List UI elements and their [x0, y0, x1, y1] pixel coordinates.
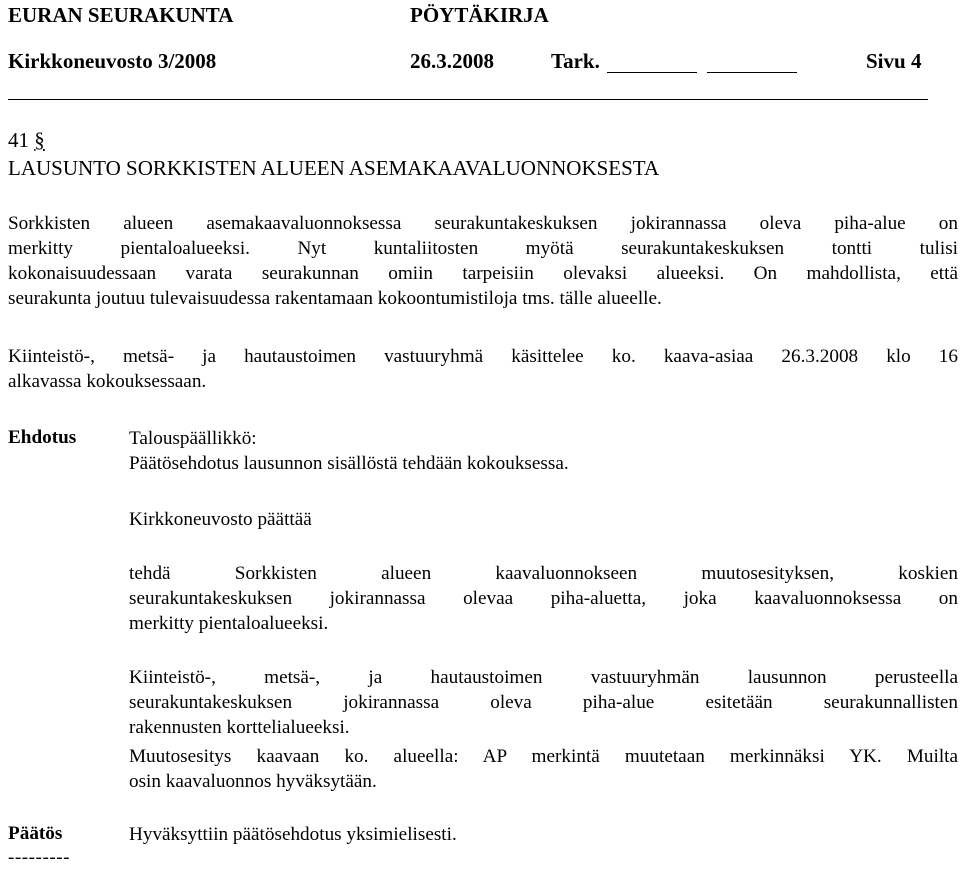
intro-line-2: merkitty pientaloalueeksi. Nyt kuntaliitosten myötä seurakuntakeskuksen tontti tulisi	[8, 238, 958, 259]
proposal-text: Päätösehdotus lausunnon sisällöstä tehdään kokouksessa.	[129, 453, 569, 474]
review-line-1: Kiinteistö-, metsä- ja hautaustoimen vastuuryhmä käsittelee ko. kaava-asiaa 26.3.2008 klo 16	[8, 346, 958, 367]
document-type: PÖYTÄKIRJA	[410, 3, 549, 27]
review-line-2: alkavassa kokouksessaan.	[8, 371, 207, 392]
page-number: Sivu 4	[866, 49, 922, 73]
proposal-p2-line-1: Kiinteistö-, metsä-, ja hautaustoimen vastuuryhmän lausunnon perusteella	[129, 667, 958, 688]
meeting-id: Kirkkoneuvosto 3/2008	[8, 49, 217, 73]
proposal-p3-line-2: osin kaavaluonnos hyväksytään.	[129, 771, 377, 792]
proposal-p2-line-2: seurakuntakeskuksen jokirannassa oleva piha-alue esitetään seurakunnallisten	[129, 692, 958, 713]
section-title: LAUSUNTO SORKKISTEN ALUEEN ASEMAKAAVALUONNOKSESTA	[8, 156, 660, 180]
check-line-2	[707, 72, 797, 73]
header-divider	[8, 99, 928, 100]
decision-label: Päätös	[8, 823, 63, 844]
proposal-p1-line-3: merkitty pientaloalueeksi.	[129, 613, 329, 634]
proposal-p1-line-1: tehdä Sorkkisten alueen kaavaluonnokseen muutosesityksen, koskien	[129, 563, 958, 584]
intro-line-1: Sorkkisten alueen asemakaavaluonnoksessa seurakuntakeskuksen jokirannassa oleva piha-alue on	[8, 213, 958, 234]
decision-text: Hyväksyttiin päätösehdotus yksimielisesti.	[129, 824, 457, 845]
meeting-date: 26.3.2008	[410, 49, 494, 73]
section-symbol: §	[34, 128, 45, 152]
section-number: 41 §	[8, 128, 45, 152]
org-name: EURAN SEURAKUNTA	[8, 3, 234, 27]
proposal-p3-line-1: Muutosesitys kaavaan ko. alueella: AP merkintä muutetaan merkinnäksi YK. Muilta	[129, 746, 958, 767]
check-label: Tark.	[551, 49, 600, 73]
decision-separator: ---------	[8, 847, 71, 868]
proposal-decides: Kirkkoneuvosto päättää	[129, 509, 312, 530]
check-line-1	[607, 72, 697, 73]
proposal-p2-line-3: rakennusten korttelialueeksi.	[129, 717, 350, 738]
proposal-label: Ehdotus	[8, 427, 77, 448]
intro-line-3: kokonaisuudessaan varata seurakunnan omiin tarpeisiin olevaksi alueeksi. On mahdollista, että	[8, 263, 958, 284]
intro-line-4: seurakunta joutuu tulevaisuudessa rakentamaan kokoontumistiloja tms. tälle alueelle.	[8, 288, 662, 309]
proposal-role: Talouspäällikkö:	[129, 428, 257, 449]
proposal-p1-line-2: seurakuntakeskuksen jokirannassa olevaa piha-aluetta, joka kaavaluonnoksessa on	[129, 588, 958, 609]
